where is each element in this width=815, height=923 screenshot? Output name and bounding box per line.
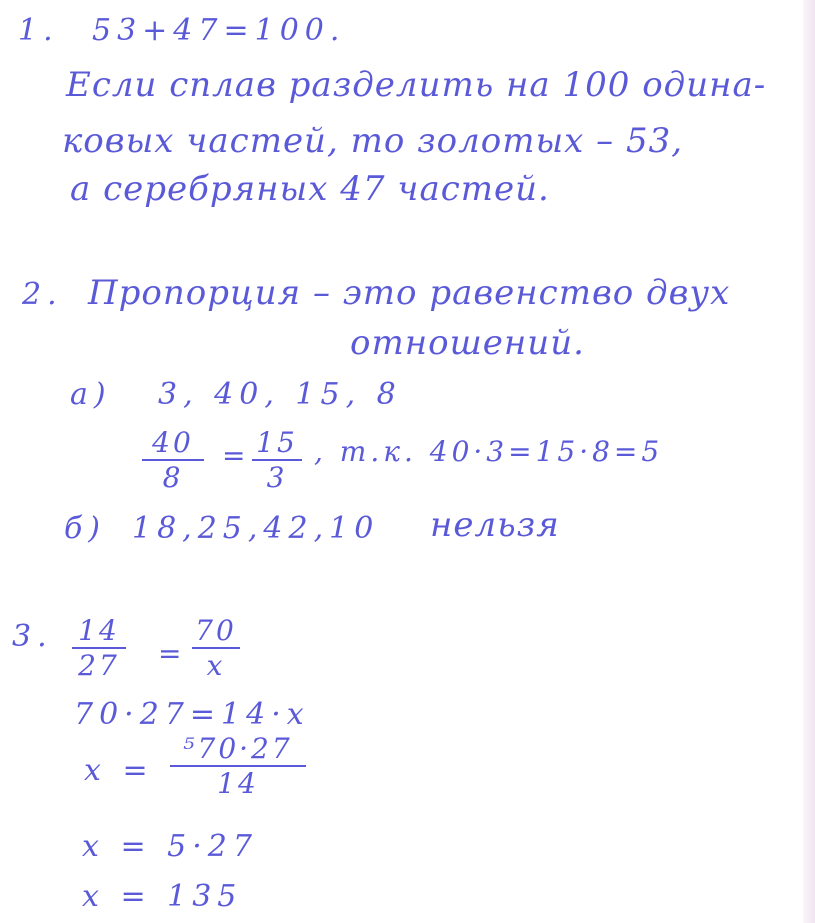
task3-fraction-solution (170, 734, 306, 799)
task2-part-a-numbers: 3, 40, 15, 8 (158, 377, 402, 412)
task2-equals-sign: = (222, 439, 250, 472)
task3-equals-sign: = (158, 637, 186, 670)
page-edge (803, 0, 815, 923)
task1-number: 1. (18, 13, 59, 48)
task2-part-b-label: б) (64, 511, 107, 546)
fraction-numerator: ⁵70·27 (183, 732, 293, 765)
fraction-denominator: 8 (162, 461, 184, 495)
task3-number: 3. (12, 619, 53, 654)
task2-fraction-40-over-8 (142, 428, 204, 493)
task3-fraction-70-over-x (192, 616, 240, 681)
task2-part-b-numbers: 18,25,42,10 (132, 511, 380, 546)
task3-line-cross-multiply: 70·27=14·x (74, 697, 310, 732)
task3-fraction-14-over-27 (72, 616, 126, 681)
task3-x-equals: x = (84, 753, 154, 788)
task2-number: 2. (22, 277, 63, 312)
fraction-denominator: 27 (78, 649, 120, 683)
fraction-numerator: 14 (78, 614, 120, 647)
task1-text-line1: Если сплав разделить на 100 одина- (66, 65, 767, 105)
task1-text-line3: а серебряных 47 частей. (70, 169, 550, 209)
fraction-numerator: 15 (256, 426, 298, 459)
task2-part-a-label: а) (70, 377, 112, 412)
task2-part-a-reason: , т.к. 40·3=15·8=5 (314, 435, 664, 468)
task3-answer: x = 135 (82, 879, 243, 914)
fraction-denominator: 14 (217, 767, 259, 801)
fraction-denominator: x (206, 649, 226, 683)
fraction-numerator: 70 (195, 614, 237, 647)
fraction-numerator: 40 (152, 426, 194, 459)
task2-definition-line1: Пропорция – это равенство двух (88, 273, 731, 313)
task2-part-b-answer: нельзя (430, 505, 560, 545)
task2-definition-line2: отношений. (350, 323, 585, 363)
task1-text-line2: ковых частей, то золотых – 53, (62, 121, 684, 161)
task2-fraction-15-over-3 (252, 428, 302, 493)
task1-equation: 53+47=100. (92, 13, 346, 48)
fraction-denominator: 3 (266, 461, 288, 495)
task3-line-simplified: x = 5·27 (82, 829, 258, 864)
